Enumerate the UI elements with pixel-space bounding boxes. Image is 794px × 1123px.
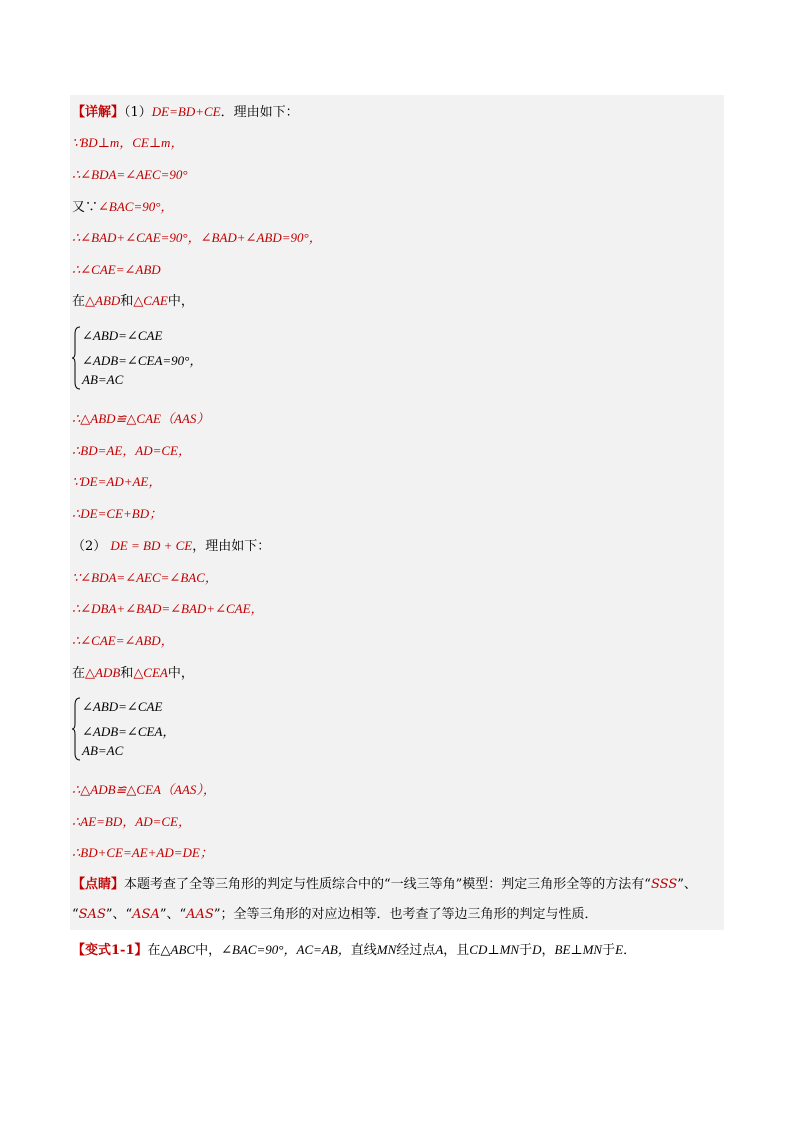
detail-line-16: 在△ADB和△CEA中， xyxy=(72,665,194,681)
brace-icon xyxy=(72,697,82,761)
detail-line-3: ∴∠BDA=∠AEC=90° xyxy=(72,167,188,182)
equation-system-2 xyxy=(72,697,232,761)
detail-line-19: ∴BD+CE=AE+AD=DE； xyxy=(72,845,213,860)
detail-line-13: ∵∠BDA=∠AEC=∠BAC， xyxy=(72,570,218,585)
detail-line-18: ∴AE=BD，AD=CE， xyxy=(72,814,191,829)
system-row: ∠ADB=∠CEA=90°， xyxy=(82,353,203,368)
system-row: ∠ADB=∠CEA， xyxy=(82,724,176,739)
answer-background xyxy=(70,95,724,930)
variant-question: 【变式1-1】在△ABC中，∠BAC=90°，AC=AB，直线MN经过点A，且CD⊥MN于D，BE⊥MN于E． xyxy=(72,942,637,958)
system-row: ∠ABD=∠CAE xyxy=(82,328,163,343)
system-row: AB=AC xyxy=(82,372,124,387)
detail-line-5: ∴∠BAD+∠CAE=90°，∠BAD+∠ABD=90°， xyxy=(72,230,322,245)
detail-line-4: 又∵∠BAC=90°， xyxy=(72,199,174,215)
detail-line-9: ∴BD=AE，AD=CE， xyxy=(72,443,191,458)
detail-line-14: ∴∠DBA+∠BAD=∠BAD+∠CAE， xyxy=(72,601,264,616)
detail-line-15: ∴∠CAE=∠ABD， xyxy=(72,633,174,648)
detail-line-10: ∵DE=AD+AE， xyxy=(72,474,162,489)
comment-paragraph: 【点睛】本题考查了全等三角形的判定与性质综合中的“一线三等角”模型：判定三角形全等的方法有“SSS”、 “SAS”、“ASA”、“AAS”；全等三角形的对应边相等．也考查了等边三角形的判定与性质． xyxy=(72,877,697,922)
equation-system-1 xyxy=(72,326,232,390)
detail-line-1: 【详解】（1）DE=BD+CE．理由如下： xyxy=(72,104,299,120)
detail-tag: 【详解】 xyxy=(72,105,125,120)
detail-line-17: ∴△ADB≌△CEA（AAS）， xyxy=(72,782,216,797)
variant-tag: 【变式1-1】 xyxy=(72,943,148,958)
brace-icon xyxy=(72,326,82,390)
detail-line-7: 在△ABD和△CAE中， xyxy=(72,293,194,309)
detail-line-12: （2） DE = BD + CE，理由如下： xyxy=(72,538,271,554)
detail-line-11: ∴DE=CE+BD； xyxy=(72,506,163,521)
comment-tag: 【点睛】 xyxy=(72,877,125,892)
system-row: ∠ABD=∠CAE xyxy=(82,699,163,714)
detail-line-6: ∴∠CAE=∠ABD xyxy=(72,262,161,277)
detail-line-2: ∵BD⊥m，CE⊥m， xyxy=(72,135,184,150)
detail-line-8: ∴△ABD≌△CAE（AAS） xyxy=(72,411,210,426)
system-row: AB=AC xyxy=(82,743,124,758)
